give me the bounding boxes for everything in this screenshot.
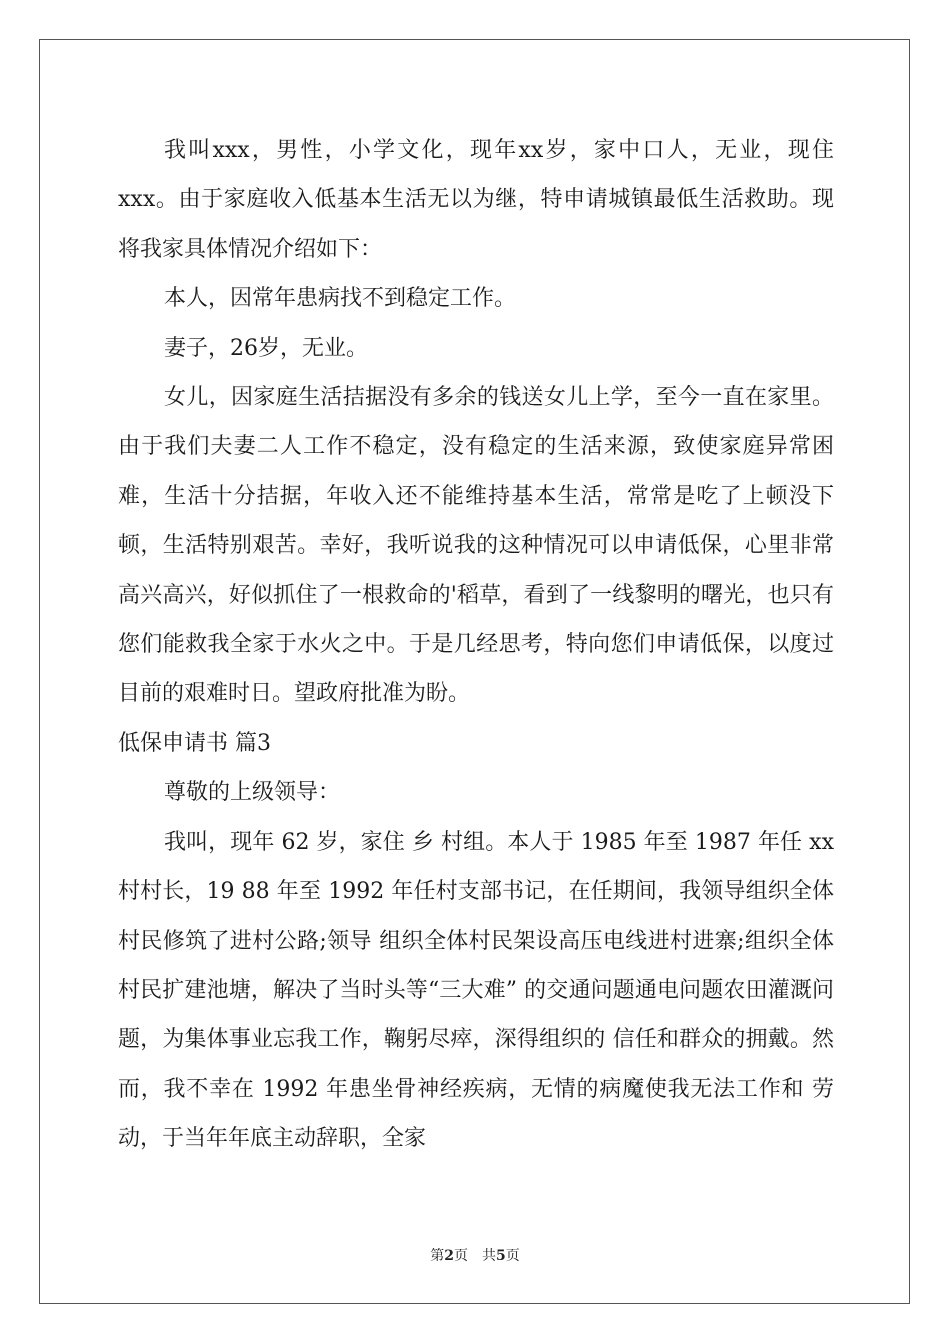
paragraph-salutation: 尊敬的上级领导： <box>164 780 341 806</box>
page-prefix: 第 <box>430 1248 445 1264</box>
paragraph-body: 我叫，现年 62 岁，家住 乡 村组。本人于 1985 年至 1987 年任 xx 村村长，19 88 年至 1992 年任村支部书记，在任期间，我领导组织全体村民修筑了进村公路;领导 组织全体村民架设高压电线进村进寨;组织全体村民扩建池塘，解决了当时头等“三大难” 的交通问题通电问题农田灌溉问题，为集体事业忘我工作，鞠躬尽瘁，深得组织的 信任和群众的拥戴。然而，我不幸在 1992 年患坐骨神经疾病，无情的病魔使我无法工作和 劳动，于当年年底主动辞职，全家 <box>118 829 834 1152</box>
total-suffix: 页 <box>505 1248 520 1264</box>
paragraph-intro: 我叫xxx，男性，小学文化，现年xx岁，家中口人，无业，现住xxx。由于家庭收入低基本生活无以为继，特申请城镇最低生活救助。现将我家具体情况介绍如下： <box>118 138 834 262</box>
page-suffix: 页 <box>454 1248 468 1264</box>
page-current: 2 <box>444 1248 454 1264</box>
page-total: 5 <box>496 1248 506 1264</box>
page-footer <box>0 1247 950 1265</box>
section-heading: 低保申请书 篇3 <box>118 730 271 756</box>
total-prefix: 共 <box>482 1248 496 1264</box>
paragraph-self: 本人，因常年患病找不到稳定工作。 <box>164 286 517 312</box>
document-body <box>118 126 834 1164</box>
paragraph-daughter: 女儿，因家庭生活拮据没有多余的钱送女儿上学，至今一直在家里。由于我们夫妻二人工作不稳定，没有稳定的生活来源，致使家庭异常困难，生活十分拮据，年收入还不能维持基本生活，常常是吃了上顿没下顿，生活特别艰苦。幸好，我听说我的这种情况可以申请低保，心里非常高兴高兴，好似抓住了一根救命的'稻草，看到了一线黎明的曙光，也只有您们能救我全家于水火之中。于是几经思考，特向您们申请低保，以度过目前的艰难时日。望政府批准为盼。 <box>118 385 834 707</box>
paragraph-wife: 妻子，26岁，无业。 <box>164 335 368 361</box>
